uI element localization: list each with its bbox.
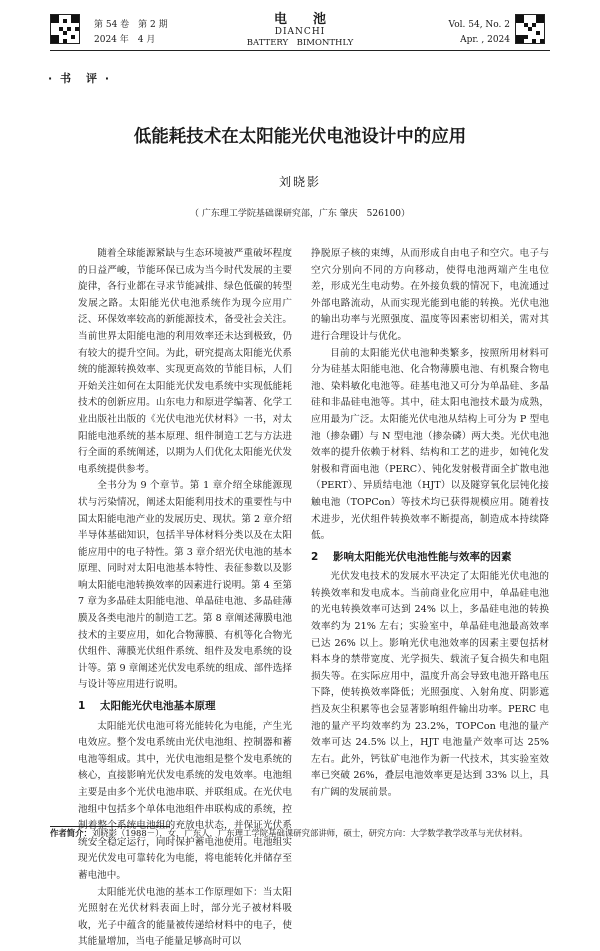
header-journal-cn: 电 池 (273, 12, 326, 27)
section-1-paragraph-1: 太阳能光伏电池可将光能转化为电能，产生光电效应。整个发电系统由光伏电池组、控制器和蓄电池等组成。其中，光伏电池组是整个发电系统的核心，直接影响光伏发电系统的发电效率。电池组主要是由多个光伏电池串联、并联组成。在光伏电池组中包括多个单体电池组件串联构成的系统，控制着整个系统电池组的充放电状态，并保证光伏系统安全稳定运行，同时保护蓄电池使用。电池组实现光伏发电可靠转化为电能，将电能转化并储存至蓄电池中。 (78, 720, 292, 881)
section-2-number: 2 (311, 550, 319, 563)
section-1-heading (78, 698, 292, 715)
footer-text: 刘晓影（1988－），女，广东人，广东理工学院基础课研究部讲师，硕士，研究方向：大学数学教学改革与光伏材料。 (91, 828, 528, 838)
intro-paragraph-2: 全书分为 9 个章节。第 1 章介绍全球能源现状与污染情况，阐述太阳能利用技术的重要性与中国太阳能电池产业的发展历史、现状。第 2 章介绍半导体基础知识，包括半导体材料分类以及在太阳能应用中的电子特性。第 3 章介绍光伏电池的基本原理、同时对太阳电池基本特性、表征参数以及影响太阳能电池转换效率的因素进行说明。第 4 至第 7 章为多晶硅太阳能电池、单晶硅电池、多晶硅薄膜及各类电池片的制造工艺。第 8 章阐述薄膜电池技术的主要应用，如化合物薄膜、有机等化合物光伏组件、薄膜光伏组件系统、组件及发电系统的设计等。第 9 章阐述光伏发电系统的组成、部件选择与设计等应用进行说明。 (78, 480, 292, 691)
qr-code-right (515, 14, 545, 44)
qr-code-left (50, 14, 80, 44)
section-2-title: 影响太阳能光伏电池性能与效率的因素 (333, 550, 512, 563)
header-rule (50, 50, 550, 51)
header-volume-en: Vol. 54, No. 2 (448, 20, 510, 30)
section-1-number: 1 (78, 700, 86, 713)
article-title: 低能耗技术在太阳能光伏电池设计中的应用 (133, 127, 467, 147)
section-label: · 书 评 · (48, 72, 112, 85)
footer-label: 作者简介： (50, 828, 92, 838)
header-journal-pinyin: DIANCHI (274, 27, 326, 37)
intro-paragraph-1: 随着全球能源紧缺与生态环境被严重破坏程度的日益严峻，节能环保已成为当今时代发展的主要旋律，各行业都在寻求节能减排、绿色低碳的转型发展之路。太阳能光伏电池系统作为现今应用广泛、环保效率较高的新能源技术，备受社会关注。当前世界太阳能电池的利用效率还未达到极致，仍有较大的提升空间。为此，研究提高太阳能光伏系统的能源转换效率、实现更高效的节能目标，人们开始关注如何在太阳能光伏发电系统中实现低能耗技术的创新应用。山东电力和原进学编著、化学工业出版社出版的《光伏电池光伏材料》一书，对太阳能电池系统的基本原理、组件制造工艺与方法进行全面的系统阐述，以期为人们优化太阳能光伏发电系统提供参考。 (78, 248, 292, 475)
header-journal-en: BATTERY BIMONTHLY (246, 38, 354, 48)
header-date-cn: 2024 年 4 月 (94, 35, 156, 45)
header-date-en: Apr. , 2024 (460, 35, 510, 45)
right-paragraph-types: 目前的太阳能光伏电池种类繁多，按照所用材料可分为硅基太阳能电池、化合物薄膜电池、有机聚合物电池、染料敏化电池等。硅基电池又可分为单晶硅、多晶硅和非晶硅电池等。其中，硅太阳电池技术最为成熟，应用最为广泛。太阳能光伏电池从结构上可分为 P 型电池（掺杂硼）与 N 型电池（掺杂磷）两大类。光伏电池效率的提升依赖于材料、结构和工艺的进步，如钝化发射极和背面电池（PERC）、钝化发射极背面全扩散电池（PERT）、异质结电池（HJT）以及隧穿氧化层钝化接触电池（TOPCon）等技术均已获得规模应用。随着技术进步，光伏组件转换效率不断提高，制造成本持续降低。 (311, 347, 549, 542)
right-column (311, 246, 549, 818)
left-column (78, 246, 292, 948)
footer-rule (50, 826, 170, 827)
right-paragraph-continued: 挣脱原子核的束缚，从而形成自由电子和空穴。电子与空穴分别向不同的方向移动，使得电池两端产生电位差，形成光生电动势。在外接负载的情况下，电流通过外部电路流动，从而实现光能到电能的转换。光伏电池的输出功率与光照强度、温度等因素密切相关，需对其进行合理设计与优化。 (311, 248, 549, 342)
section-2-paragraph: 光伏发电技术的发展水平决定了太阳能光伏电池的转换效率和发电成本。当前商业化应用中，单晶硅电池的光电转换效率可达到 24% 以上，多晶硅电池的转换效率约为 21% 左右；实验室中，单晶硅电池最高效率已达 26% 以上。影响光伏电池效率的因素主要包括材料本身的禁带宽度、光学损失、载流子复合损失和电阻损失等。在实际应用中，温度升高会导致电池开路电压下降，使转换效率降低；光照强度、入射角度、阴影遮挡及灰尘积累等也会显著影响组件输出功率。PERC 电池的量产平均效率约为 23.2%，TOPCon 电池的量产效率可达 24.5% 以上，HJT 电池量产效率可达 25% 左右。此外，钙钛矿电池作为新一代技术，其实验室效率已突破 26%，叠层电池效率更是达到 33% 以上，具有广阔的发展前景。 (311, 571, 549, 798)
section-1-title: 太阳能光伏电池基本原理 (100, 700, 216, 713)
header-volume-cn: 第 54 卷 第 2 期 (94, 20, 168, 30)
article-affiliation: （ 广东理工学院基础课研究部，广东 肇庆 526100） (189, 209, 411, 219)
footer-note (50, 828, 550, 839)
section-1-paragraph-2: 太阳能光伏电池的基本工作原理如下：当太阳光照射在光伏材料表面上时，部分光子被材料吸收，光子中蕴含的能量被传递给材料中的电子，使其能量增加，当电子能量足够高时可以 (78, 886, 292, 948)
section-2-heading (311, 549, 549, 566)
article-author: 刘晓影 (278, 175, 321, 189)
